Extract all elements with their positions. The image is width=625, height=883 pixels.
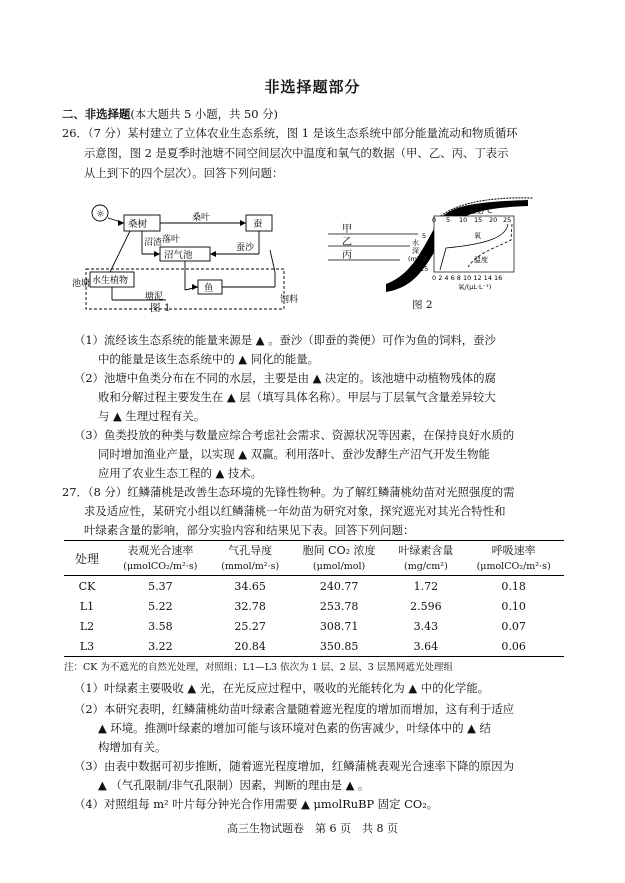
figure-2-caption: 图 2 bbox=[412, 299, 433, 311]
label-leaves-feed: 桑叶 bbox=[192, 213, 211, 223]
node-pond-mud: 塘泥 bbox=[145, 292, 164, 302]
header-cell: 气孔导度 bbox=[211, 541, 290, 559]
unit-cell: (mmol/m²·s) bbox=[221, 561, 280, 572]
page-title: 非选择题部分 bbox=[264, 78, 361, 96]
label-residue: 沼渣 bbox=[144, 238, 163, 248]
o2-ticks: 0 2 4 6 8 10 12 14 16 bbox=[432, 274, 503, 282]
depth-tick: 5 bbox=[422, 232, 427, 240]
temp-tick: 0 bbox=[432, 216, 437, 224]
label-litter: 落叶 bbox=[162, 235, 181, 245]
temp-tick: 5 bbox=[446, 216, 451, 224]
table-row: L2 3.58 25.27 308.71 3.43 0.07 bbox=[79, 619, 526, 633]
unit-cell: (μmol/mol) bbox=[312, 561, 366, 572]
layer-label: 丁 bbox=[342, 275, 352, 286]
node-silkworm: 蚕 bbox=[253, 219, 263, 230]
table-row: L1 5.22 32.78 253.78 2.596 0.10 bbox=[79, 599, 526, 613]
header-cell: 处理 bbox=[64, 541, 110, 576]
temp-axis-label: 温度/℃ bbox=[468, 207, 493, 215]
temp-curve-label: 温度 bbox=[474, 256, 488, 264]
layer-label: 丙 bbox=[342, 250, 352, 261]
header-cell: 表观光合速率 bbox=[110, 541, 211, 559]
label-silk-sand: 蚕沙 bbox=[236, 243, 255, 253]
layer-label: 甲 bbox=[342, 224, 352, 235]
oxygen-curve-label: 氧 bbox=[474, 232, 481, 240]
temp-tick: 25 bbox=[503, 216, 512, 224]
header-cell: 呼吸速率 bbox=[463, 541, 564, 559]
header-cell: 胞间 CO₂ 浓度 bbox=[290, 541, 389, 559]
depth-axis-label: 水 bbox=[412, 239, 419, 247]
node-fish: 鱼 bbox=[204, 283, 214, 294]
figure-2 bbox=[328, 192, 536, 300]
table-row: L3 3.22 20.84 350.85 3.64 0.06 bbox=[64, 636, 564, 657]
depth-tick: 15 bbox=[420, 265, 429, 273]
node-mulberry: 桑树 bbox=[128, 219, 148, 230]
sun-icon: ☼ bbox=[96, 209, 105, 220]
temp-tick: 20 bbox=[489, 216, 498, 224]
depth-axis-unit: (m) bbox=[408, 255, 420, 263]
layer-label: 乙 bbox=[342, 237, 352, 248]
temp-tick: 15 bbox=[474, 216, 483, 224]
unit-cell: (mg/cm²) bbox=[403, 561, 448, 572]
figure-1-caption: 图 1 bbox=[150, 302, 171, 314]
depth-axis-label: 深 bbox=[412, 247, 419, 255]
node-biogas: 沼气池 bbox=[164, 250, 193, 261]
node-water-plants: 水生植物 bbox=[92, 276, 129, 286]
table-row: CK 5.37 34.65 240.77 1.72 0.18 bbox=[64, 576, 564, 597]
o2-axis-label: 氧/(μL·L⁻¹) bbox=[458, 283, 492, 291]
header-cell: 叶绿素含量 bbox=[389, 541, 464, 559]
data-table bbox=[64, 540, 564, 657]
section-heading: 二、非选择题(本大题共 5 小题，共 50 分) bbox=[62, 107, 278, 121]
table-note: 注：CK 为不遮光的自然光处理，对照组；L1—L3 依次为 1 层、2 层、3 层黑网遮光处理组 bbox=[64, 662, 453, 673]
unit-cell: (μmolCO₂/m²·s) bbox=[476, 561, 551, 572]
figure-1 bbox=[70, 190, 320, 315]
unit-cell: (μmolCO₂/m²·s) bbox=[123, 561, 198, 572]
temp-tick: 10 bbox=[459, 216, 468, 224]
label-feed: 饲料 bbox=[280, 295, 299, 305]
page-footer: 高三生物试题卷 第 6 页 共 8 页 bbox=[227, 822, 398, 835]
label-pond: 池塘 bbox=[72, 279, 91, 289]
depth-tick: 10 bbox=[420, 249, 429, 257]
